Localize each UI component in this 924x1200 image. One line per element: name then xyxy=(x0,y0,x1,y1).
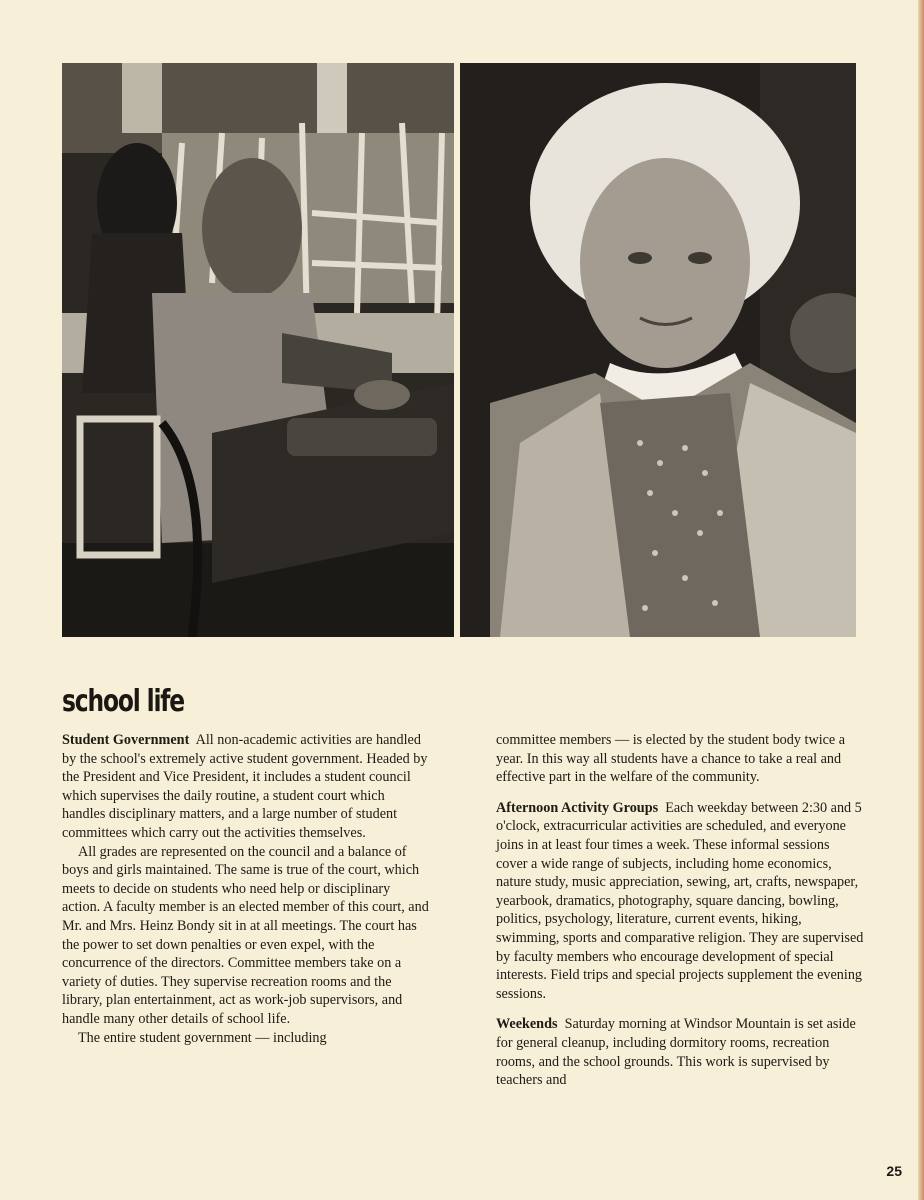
section-title: school life xyxy=(62,684,185,719)
council-paragraph: All grades are represented on the council and a balance of boys and girls maintained. The same is true of the court, which meets to decide on students who need help or disciplinary action. A faculty member is an elected member of this court, and Mr. and Mrs. Heinz Bondy sit in at all meetings. The court has the power to set down penalties or even expel, with the concurrence of the directors. Committee members take on a variety of duties. They supervise recreation rooms and the library, plan entertainment, act as work-job supervisors, and handle many other details of school life. xyxy=(62,843,429,1027)
activity-groups-heading: Afternoon Activity Groups xyxy=(496,799,659,816)
weekends-heading: Weekends xyxy=(496,1016,558,1033)
election-paragraph-start: The entire student government — including xyxy=(78,1029,327,1046)
right-column xyxy=(496,731,864,1090)
student-government-paragraph xyxy=(62,731,430,843)
student-government-body: All non-academic activities are handled by the school's extremely active student government. Headed by the President and Vice President, it includes a student council which supervises the daily routine, a student court which handles disciplinary matters, and a large number of student committees which carry out the activities themselves. xyxy=(62,732,428,841)
activity-groups-paragraph xyxy=(496,799,864,1004)
left-column xyxy=(62,731,430,1047)
weekends-paragraph xyxy=(496,1015,864,1089)
photo-students-dining xyxy=(62,63,454,637)
page-edge xyxy=(918,0,924,1200)
photo-elderly-woman xyxy=(460,63,856,637)
activity-groups-body: Each weekday between 2:30 and 5 o'clock, extracurricular activities are scheduled, and everyone joins in at least four times a week. These informal sessions cover a wide range of subjects, including home economics, nature study, music appreciation, sewing, art, crafts, newspaper, yearbook, dramatics, photography, square dancing, bowling, politics, psychology, literature, current events, hiking, swimming, sports and comparative religion. They are supervised by faculty members who encourage development of special interests. Field trips and special projects supplement the evening sessions. xyxy=(496,799,864,1002)
page-number: 25 xyxy=(886,1163,902,1179)
weekends-body: Saturday morning at Windsor Mountain is set aside for general cleanup, including dormitory rooms, recreation rooms, and the school grounds. This work is supervised by teachers and xyxy=(496,1016,856,1089)
election-paragraph-continued: committee members — is elected by the student body twice a year. In this way all students have a chance to take a real and effective part in the welfare of the community. xyxy=(496,732,846,786)
student-government-heading: Student Government xyxy=(62,732,190,748)
